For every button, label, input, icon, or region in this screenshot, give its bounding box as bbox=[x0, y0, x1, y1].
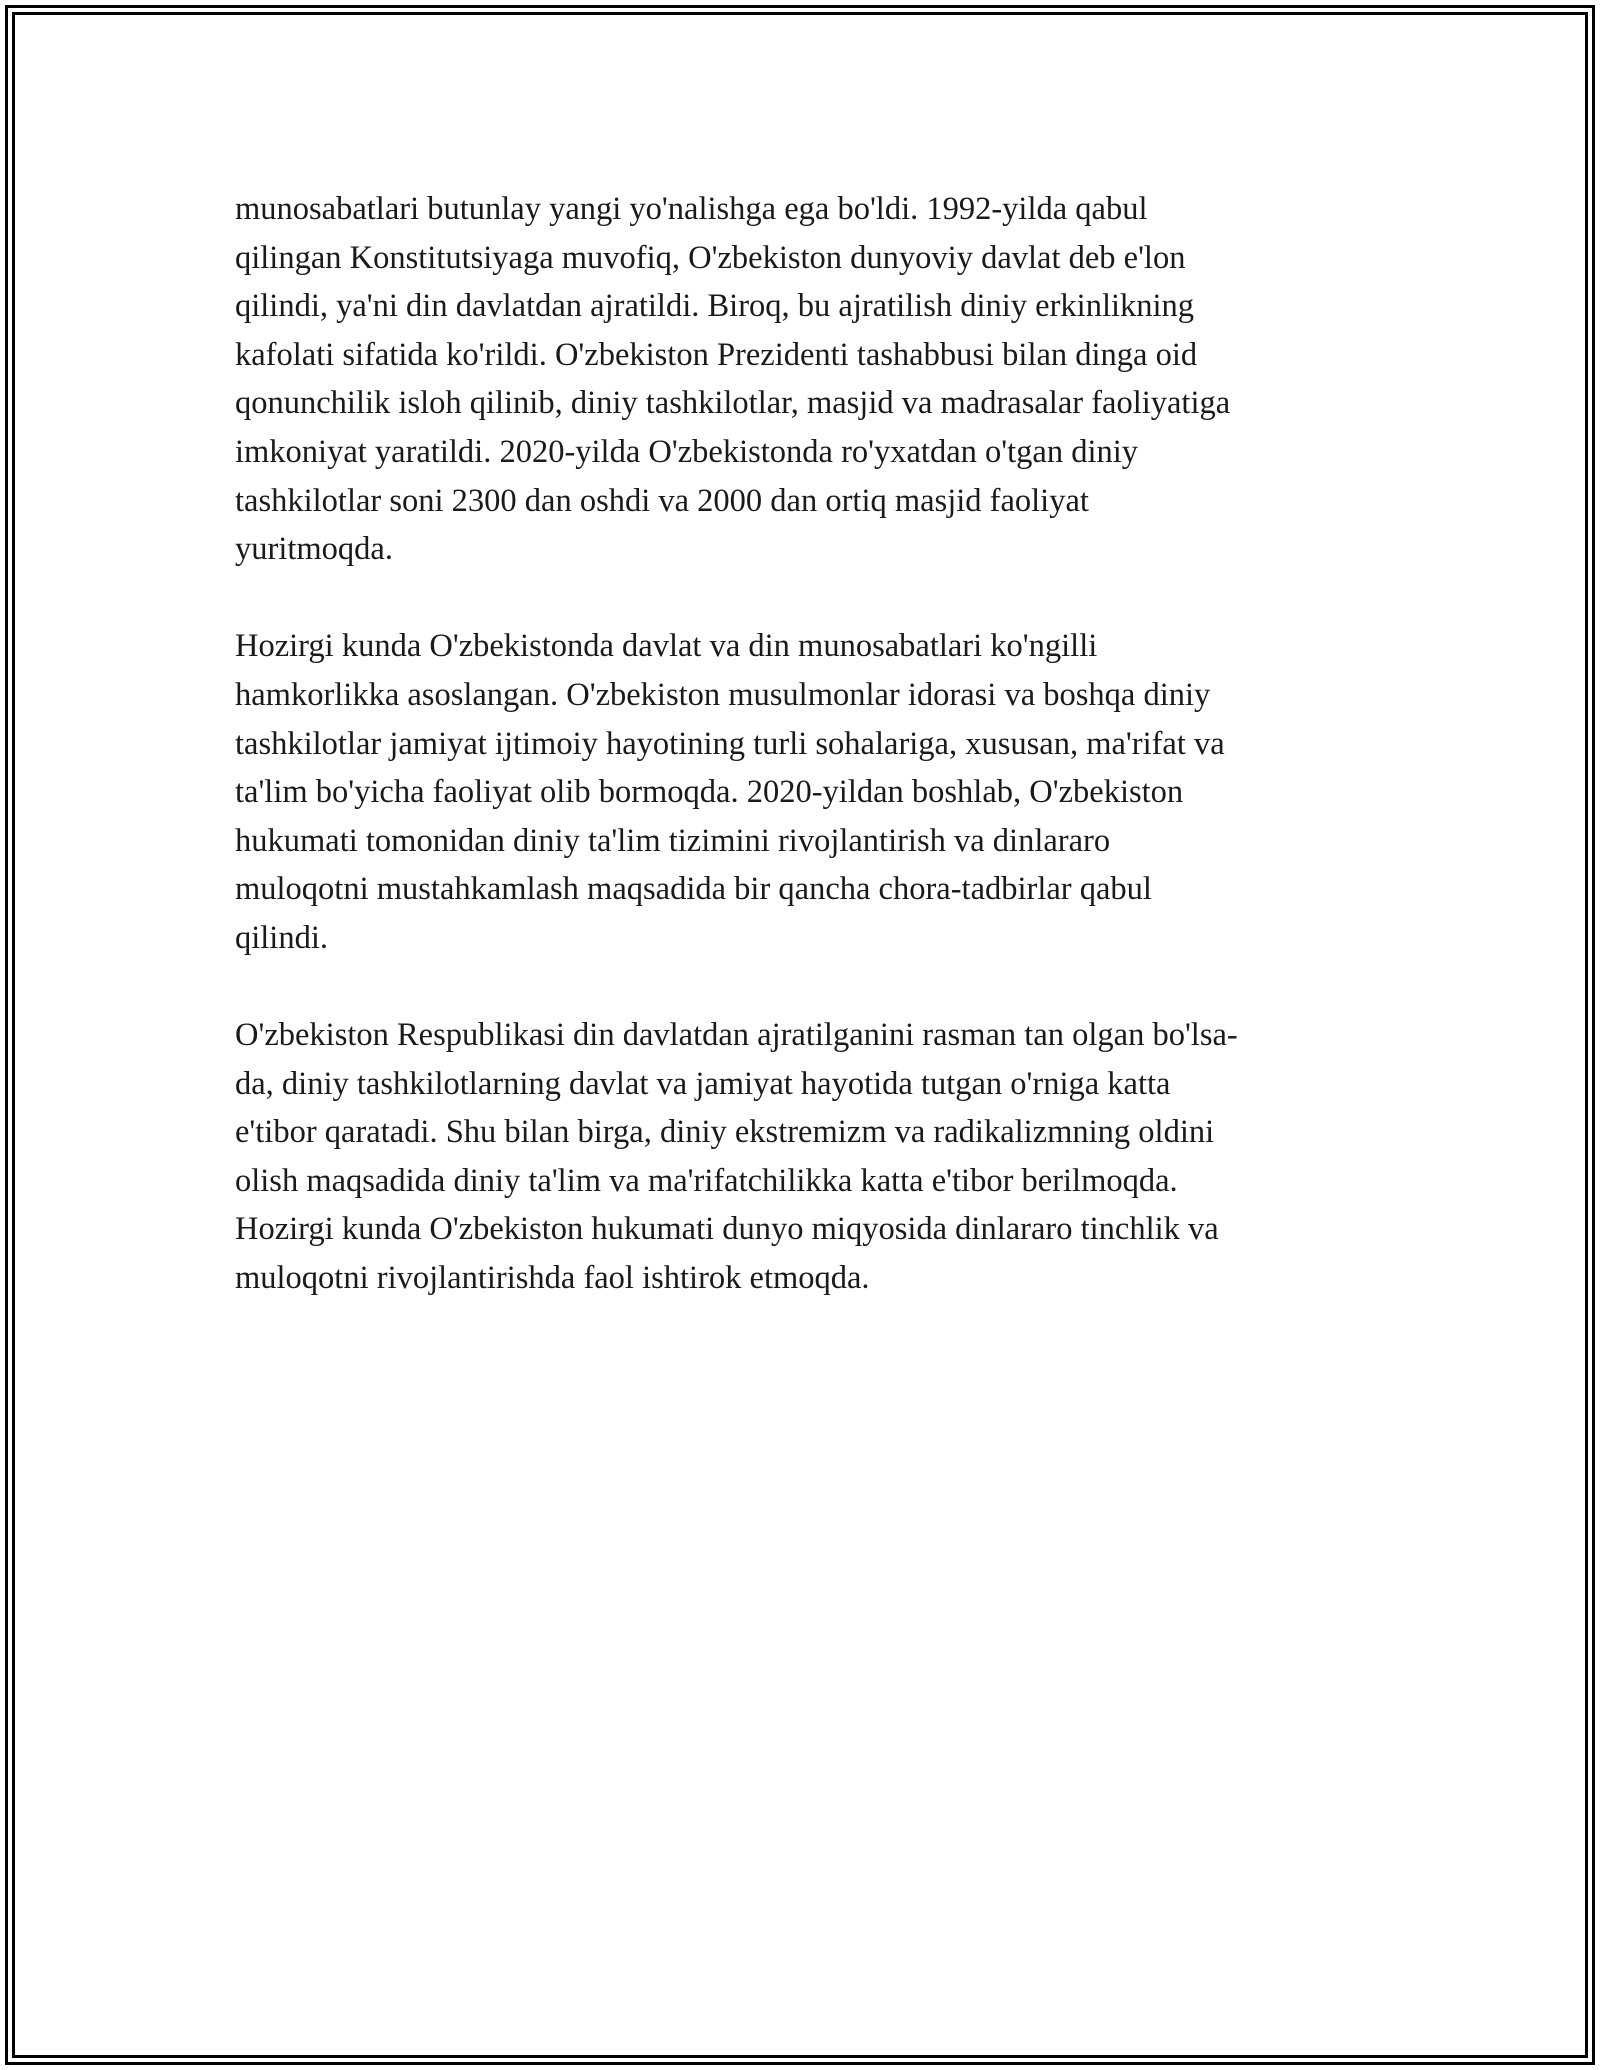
paragraph-2: Hozirgi kunda O'zbekistonda davlat va din munosabatlari ko'ngilli hamkorlikka asoslangan. O'zbekiston musulmonlar idorasi va boshqa diniy tashkilotlar jamiyat ijtimoiy hayotining turli sohalariga, xususan, ma'rifat va ta'lim bo'yicha faoliyat olib bormoqda. 2020-yildan boshlab, O'zbekiston hukumati tomonidan diniy ta'lim tizimini rivojlantirish va dinlararo muloqotni mustahkamlash maqsadida bir qancha chora-tadbirlar qabul qilindi. bbox=[235, 628, 1225, 956]
document-body bbox=[235, 185, 1370, 1351]
paragraph-1: munosabatlari butunlay yangi yo'nalishga ega bo'ldi. 1992-yilda qabul qilingan Konstitutsiyaga muvofiq, O'zbekiston dunyoviy davlat deb e'lon qilindi, ya'ni din davlatdan ajratildi. Biroq, bu ajratilish diniy erkinlikning kafolati sifatida ko'rildi. O'zbekiston Prezidenti tashabbusi bilan dinga oid qonunchilik isloh qilinib, diniy tashkilotlar, masjid va madrasalar faoliyatiga imkoniyat yaratildi. 2020-yilda O'zbekistonda ro'yxatdan o'tgan diniy tashkilotlar soni 2300 dan oshdi va 2000 dan ortiq masjid faoliyat yuritmoqda. bbox=[235, 191, 1231, 568]
paragraph-3: O'zbekiston Respublikasi din davlatdan ajratilganini rasman tan olgan bo'lsa- da, diniy tashkilotlarning davlat va jamiyat hayotida tutgan o'rniga katta e'tibor qaratadi. Shu bilan birga, diniy ekstremizm va radikalizmning oldini olish maqsadida diniy ta'lim va ma'rifatchilikka katta e'tibor berilmoqda. Hozirgi kunda O'zbekiston hukumati dunyo miqyosida dinlararo tinchlik va muloqotni rivojlantirishda faol ishtirok etmoqda. bbox=[235, 1017, 1238, 1297]
